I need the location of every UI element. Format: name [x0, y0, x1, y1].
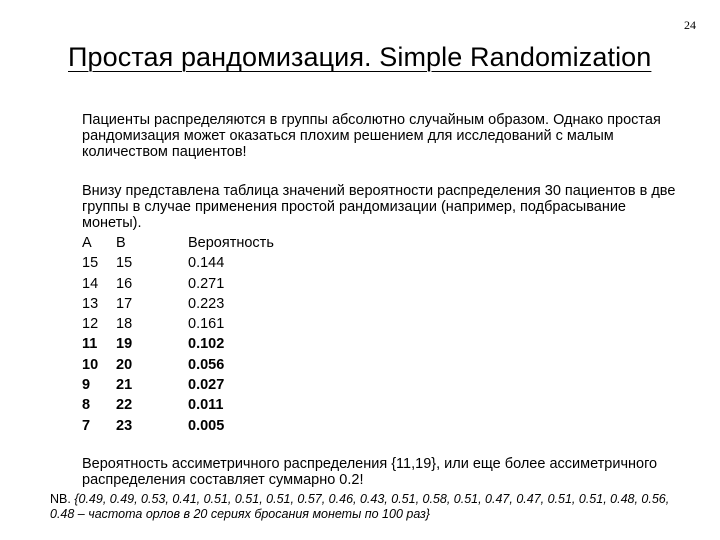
header-b: B: [116, 235, 126, 251]
cell-a: 13: [82, 295, 99, 312]
slide-title: Простая рандомизация. Simple Randomization: [68, 42, 652, 72]
cell-b: 18: [116, 316, 133, 333]
cell-probability: 0.144: [188, 255, 225, 272]
cell-a: 11: [82, 336, 98, 353]
cell-b: 23: [116, 417, 133, 434]
probability-table: [82, 233, 274, 436]
nb-note: [50, 492, 690, 522]
cell-probability: 0.271: [188, 275, 225, 292]
cell-a: 12: [82, 316, 99, 333]
cell-b: 19: [116, 336, 133, 353]
table-header-row: [82, 233, 274, 253]
cell-b: 21: [116, 377, 133, 394]
table-row: [82, 253, 274, 273]
cell-a: 7: [82, 417, 91, 434]
cell-b: 15: [116, 255, 133, 272]
table-row: [82, 274, 274, 294]
cell-b: 17: [116, 295, 133, 312]
nb-label: NB.: [50, 492, 71, 506]
table-description: Внизу представлена таблица значений вероятности распределения 30 пациентов в две группы в случае применения простой рандомизации (например, подбрасывание монеты).: [82, 183, 676, 231]
cell-probability: 0.102: [188, 336, 225, 353]
cell-a: 10: [82, 356, 99, 373]
cell-probability: 0.027: [188, 377, 225, 394]
table-row: [82, 416, 274, 436]
cell-probability: 0.161: [188, 316, 225, 333]
cell-probability: 0.056: [188, 356, 225, 373]
cell-a: 9: [82, 377, 91, 394]
cell-b: 16: [116, 275, 133, 292]
nb-text: {0.49, 0.49, 0.53, 0.41, 0.51, 0.51, 0.51, 0.57, 0.46, 0.43, 0.51, 0.58, 0.51, 0.47, 0.47, 0.51, 0.51, 0.48, 0.56, 0.48 – частота орлов в 20 сериях бросания монеты по 100 раз}: [50, 492, 670, 521]
table-row: [82, 314, 274, 334]
conclusion-paragraph: Вероятность ассиметричного распределения {11,19}, или еще более ассиметричного распределения составляет суммарно 0.2!: [82, 456, 658, 488]
table-row: [82, 294, 274, 314]
cell-probability: 0.005: [188, 417, 225, 434]
cell-a: 8: [82, 397, 91, 414]
cell-probability: 0.011: [188, 397, 224, 414]
page-number: 24: [684, 18, 696, 32]
cell-a: 14: [82, 275, 99, 292]
table-row: [82, 334, 274, 354]
table-row: [82, 355, 274, 375]
table-row: [82, 375, 274, 395]
cell-probability: 0.223: [188, 295, 225, 312]
intro-paragraph: Пациенты распределяются в группы абсолютно случайным образом. Однако простая рандомизация может оказаться плохим решением для исследований с малым количеством пациентов!: [82, 112, 661, 160]
cell-b: 20: [116, 356, 133, 373]
table-row: [82, 395, 274, 415]
header-a: A: [82, 235, 92, 251]
header-probability: Вероятность: [188, 235, 274, 251]
cell-b: 22: [116, 397, 133, 414]
cell-a: 15: [82, 255, 99, 272]
